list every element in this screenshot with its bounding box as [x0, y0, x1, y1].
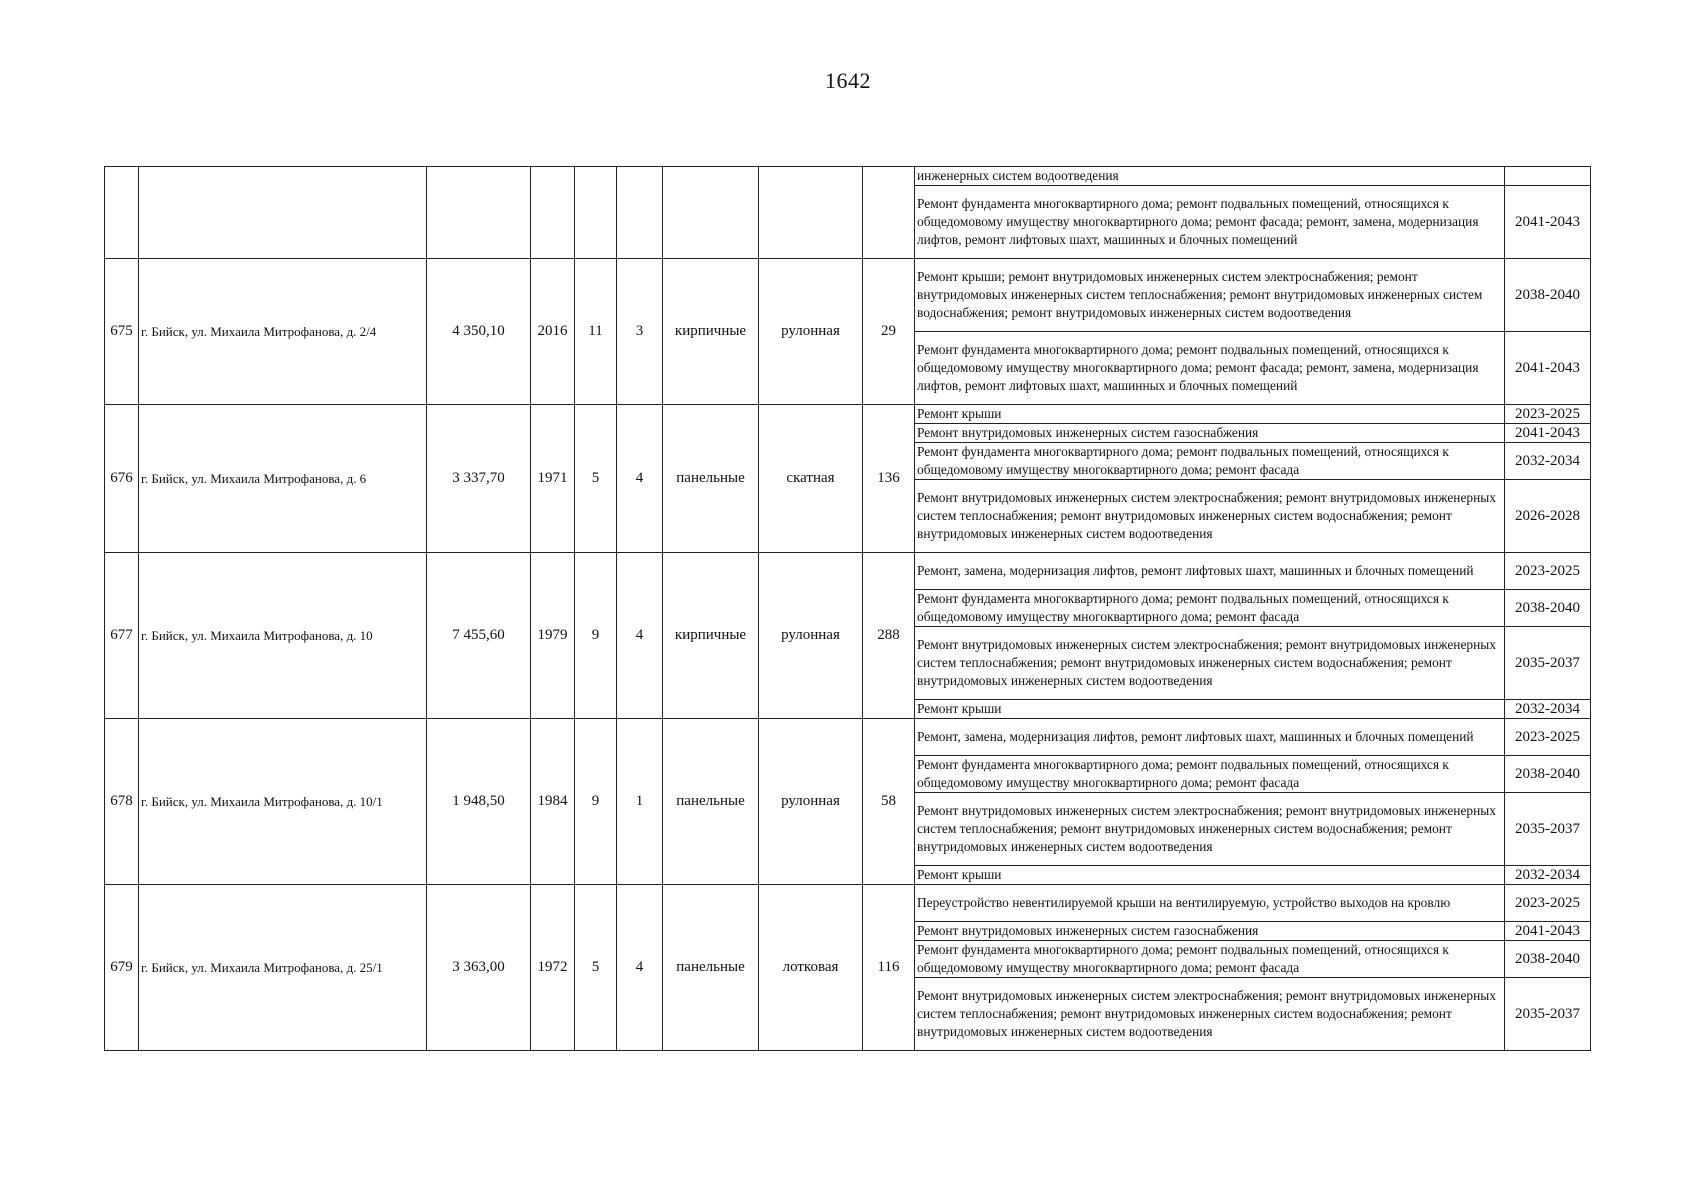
work-period-cell: 2038-2040: [1505, 756, 1591, 793]
work-description-cell: Ремонт внутридомовых инженерных систем электроснабжения; ремонт внутридомовых инженерных систем теплоснабжения; ремонт внутридомовых инженерных систем водоснабжения; ремонт внутридомовых инженерных систем водоотведения: [915, 480, 1505, 553]
year-cell: 1972: [531, 885, 575, 1051]
entrances-cell: 4: [617, 885, 663, 1051]
roof-type-cell: рулонная: [759, 719, 863, 885]
address-cell: [139, 167, 427, 259]
page-number: 1642: [825, 68, 871, 93]
residents-count-cell: [863, 167, 915, 259]
year-cell: 1979: [531, 553, 575, 719]
table-row: [105, 167, 1591, 186]
work-description-cell: Ремонт, замена, модернизация лифтов, ремонт лифтовых шахт, машинных и блочных помещений: [915, 553, 1505, 590]
residents-count-cell: 58: [863, 719, 915, 885]
work-period-cell: 2035-2037: [1505, 978, 1591, 1051]
row-index: 677: [105, 553, 139, 719]
year-cell: 2016: [531, 259, 575, 405]
work-period-cell: 2023-2025: [1505, 719, 1591, 756]
table-row: [105, 553, 1591, 590]
work-period-cell: 2032-2034: [1505, 443, 1591, 480]
work-period-cell: 2041-2043: [1505, 922, 1591, 941]
row-index: 676: [105, 405, 139, 553]
work-description-cell: Ремонт крыши; ремонт внутридомовых инженерных систем электроснабжения; ремонт внутридомовых инженерных систем теплоснабжения; ремонт внутридомовых инженерных систем водоснабжения; ремонт внутридомовых инженерных систем водоотведения: [915, 259, 1505, 332]
entrances-cell: 1: [617, 719, 663, 885]
walls-material-cell: [663, 167, 759, 259]
work-description-cell: Ремонт крыши: [915, 866, 1505, 885]
roof-type-cell: скатная: [759, 405, 863, 553]
address-cell: г. Бийск, ул. Михаила Митрофанова, д. 2/4: [139, 259, 427, 405]
floors-cell: 9: [575, 553, 617, 719]
entrances-cell: 3: [617, 259, 663, 405]
work-period-cell: 2023-2025: [1505, 405, 1591, 424]
work-description-cell: Ремонт внутридомовых инженерных систем электроснабжения; ремонт внутридомовых инженерных систем теплоснабжения; ремонт внутридомовых инженерных систем водоснабжения; ремонт внутридомовых инженерных систем водоотведения: [915, 978, 1505, 1051]
work-description-cell: Переустройство невентилируемой крыши на вентилируемую, устройство выходов на кровлю: [915, 885, 1505, 922]
walls-material-cell: кирпичные: [663, 553, 759, 719]
residents-count-cell: 288: [863, 553, 915, 719]
floors-cell: 11: [575, 259, 617, 405]
year-cell: 1971: [531, 405, 575, 553]
address-cell: г. Бийск, ул. Михаила Митрофанова, д. 10/1: [139, 719, 427, 885]
table-row: [105, 405, 1591, 424]
work-description-cell: Ремонт фундамента многоквартирного дома; ремонт подвальных помещений, относящихся к общедомовому имуществу многоквартирного дома; ремонт фасада: [915, 443, 1505, 480]
floors-cell: [575, 167, 617, 259]
work-description-cell: Ремонт фундамента многоквартирного дома; ремонт подвальных помещений, относящихся к общедомовому имуществу многоквартирного дома; ремонт фасада; ремонт, замена, модернизация лифтов, ремонт лифтовых шахт, машинных и блочных помещений: [915, 332, 1505, 405]
row-index: 678: [105, 719, 139, 885]
work-period-cell: 2038-2040: [1505, 259, 1591, 332]
area-cell: 1 948,50: [427, 719, 531, 885]
work-period-cell: 2038-2040: [1505, 590, 1591, 627]
area-cell: [427, 167, 531, 259]
work-period-cell: 2041-2043: [1505, 186, 1591, 259]
area-cell: 4 350,10: [427, 259, 531, 405]
work-description-cell: Ремонт внутридомовых инженерных систем газоснабжения: [915, 922, 1505, 941]
entrances-cell: 4: [617, 405, 663, 553]
residents-count-cell: 116: [863, 885, 915, 1051]
work-period-cell: 2041-2043: [1505, 424, 1591, 443]
work-description-cell: Ремонт фундамента многоквартирного дома; ремонт подвальных помещений, относящихся к общедомовому имуществу многоквартирного дома; ремонт фасада; ремонт, замена, модернизация лифтов, ремонт лифтовых шахт, машинных и блочных помещений: [915, 186, 1505, 259]
work-period-cell: 2041-2043: [1505, 332, 1591, 405]
work-description-cell: Ремонт внутридомовых инженерных систем электроснабжения; ремонт внутридомовых инженерных систем теплоснабжения; ремонт внутридомовых инженерных систем водоснабжения; ремонт внутридомовых инженерных систем водоотведения: [915, 627, 1505, 700]
row-index: [105, 167, 139, 259]
work-period-cell: 2032-2034: [1505, 866, 1591, 885]
work-description-cell: Ремонт фундамента многоквартирного дома; ремонт подвальных помещений, относящихся к общедомовому имуществу многоквартирного дома; ремонт фасада: [915, 756, 1505, 793]
work-description-cell: Ремонт крыши: [915, 405, 1505, 424]
address-cell: г. Бийск, ул. Михаила Митрофанова, д. 10: [139, 553, 427, 719]
walls-material-cell: панельные: [663, 719, 759, 885]
floors-cell: 5: [575, 885, 617, 1051]
table-row: [105, 885, 1591, 922]
roof-type-cell: [759, 167, 863, 259]
walls-material-cell: панельные: [663, 405, 759, 553]
area-cell: 7 455,60: [427, 553, 531, 719]
work-description-cell: Ремонт внутридомовых инженерных систем электроснабжения; ремонт внутридомовых инженерных систем теплоснабжения; ремонт внутридомовых инженерных систем водоснабжения; ремонт внутридомовых инженерных систем водоотведения: [915, 793, 1505, 866]
work-period-cell: 2035-2037: [1505, 793, 1591, 866]
walls-material-cell: панельные: [663, 885, 759, 1051]
roof-type-cell: рулонная: [759, 553, 863, 719]
work-period-cell: [1505, 167, 1591, 186]
work-period-cell: 2023-2025: [1505, 553, 1591, 590]
area-cell: 3 363,00: [427, 885, 531, 1051]
work-period-cell: 2032-2034: [1505, 700, 1591, 719]
table-row: [105, 719, 1591, 756]
residents-count-cell: 136: [863, 405, 915, 553]
year-cell: [531, 167, 575, 259]
work-description-cell: Ремонт фундамента многоквартирного дома; ремонт подвальных помещений, относящихся к общедомовому имуществу многоквартирного дома; ремонт фасада: [915, 941, 1505, 978]
table-row: [105, 259, 1591, 332]
walls-material-cell: кирпичные: [663, 259, 759, 405]
entrances-cell: [617, 167, 663, 259]
work-period-cell: 2023-2025: [1505, 885, 1591, 922]
entrances-cell: 4: [617, 553, 663, 719]
floors-cell: 5: [575, 405, 617, 553]
work-description-cell: Ремонт внутридомовых инженерных систем газоснабжения: [915, 424, 1505, 443]
roof-type-cell: лотковая: [759, 885, 863, 1051]
roof-type-cell: рулонная: [759, 259, 863, 405]
work-period-cell: 2035-2037: [1505, 627, 1591, 700]
work-description-cell: Ремонт фундамента многоквартирного дома; ремонт подвальных помещений, относящихся к общедомовому имуществу многоквартирного дома; ремонт фасада: [915, 590, 1505, 627]
work-description-cell: инженерных систем водоотведения: [915, 167, 1505, 186]
work-description-cell: Ремонт, замена, модернизация лифтов, ремонт лифтовых шахт, машинных и блочных помещений: [915, 719, 1505, 756]
work-description-cell: Ремонт крыши: [915, 700, 1505, 719]
address-cell: г. Бийск, ул. Михаила Митрофанова, д. 6: [139, 405, 427, 553]
row-index: 679: [105, 885, 139, 1051]
work-period-cell: 2038-2040: [1505, 941, 1591, 978]
housing-register-table: [104, 166, 1591, 1051]
work-period-cell: 2026-2028: [1505, 480, 1591, 553]
area-cell: 3 337,70: [427, 405, 531, 553]
year-cell: 1984: [531, 719, 575, 885]
row-index: 675: [105, 259, 139, 405]
floors-cell: 9: [575, 719, 617, 885]
residents-count-cell: 29: [863, 259, 915, 405]
address-cell: г. Бийск, ул. Михаила Митрофанова, д. 25/1: [139, 885, 427, 1051]
